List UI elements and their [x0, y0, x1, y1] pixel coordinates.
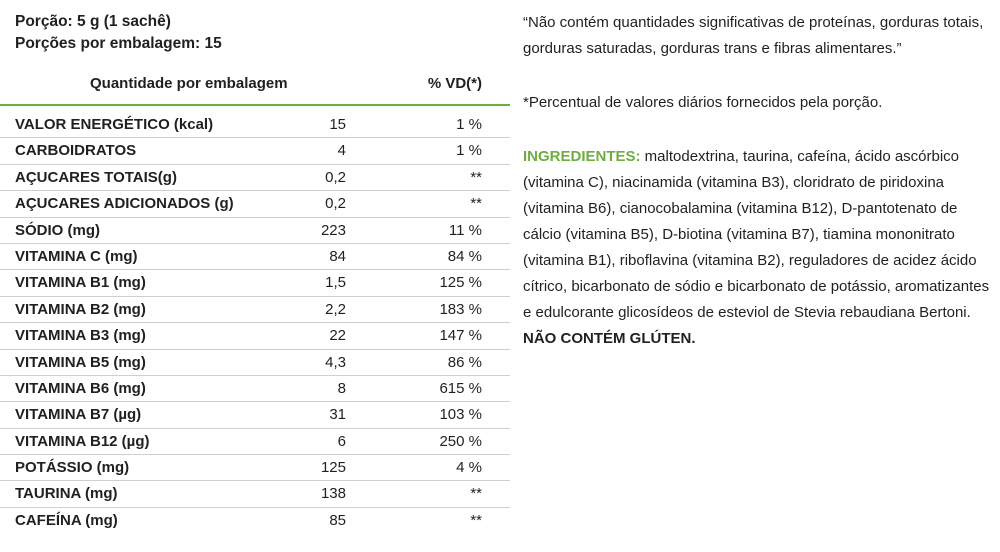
table-row [0, 191, 510, 217]
row-quantity: 84 [329, 247, 346, 265]
not-significant-note: “Não contém quantidades significativas de proteínas, gorduras totais, gorduras saturadas, gorduras trans e fibras alimentares.” [523, 14, 984, 57]
row-daily-value: 86 % [447, 353, 482, 371]
row-name: VITAMINA B2 (mg) [15, 300, 146, 318]
table-row [0, 244, 510, 270]
row-quantity: 223 [320, 221, 346, 239]
table-row [0, 165, 510, 191]
row-daily-value: 84 % [447, 247, 482, 265]
row-name: AÇUCARES TOTAIS(g) [15, 168, 177, 186]
table-row [0, 508, 510, 534]
row-name: VITAMINA C (mg) [15, 247, 138, 265]
row-name: SÓDIO (mg) [15, 221, 100, 239]
row-daily-value: 103 % [439, 406, 482, 424]
row-quantity: 138 [320, 485, 346, 503]
ingredients-title: INGREDIENTES: [523, 148, 641, 165]
row-quantity: 0,2 [325, 168, 346, 186]
table-row [0, 429, 510, 455]
table-row [0, 297, 510, 323]
gluten-free-statement: NÃO CONTÉM GLÚTEN. [523, 330, 696, 347]
row-name: VITAMINA B7 (µg) [15, 406, 142, 424]
header-quantity: Quantidade por embalagem [90, 75, 288, 92]
header-daily-value: % VD(*) [427, 75, 482, 92]
table-row [0, 270, 510, 296]
header-divider [0, 104, 510, 106]
table-row [0, 112, 510, 138]
ingredients-text: maltodextrina, taurina, cafeína, ácido ascórbico (vitamina C), niacinamida (vitamina B3), cloridrato de piridoxina (vitamina B6), cianocobalamina (vitamina B12), D-pantotenato de cálcio (vitamina B5), D-biotina (vitamina B7), tiamina mononitrato (vitamina B1), riboflavina (vitamina B2), reguladores de acidez ácido cítrico, bicarbonato de sódio e bicarbonato de potássio, aromatizantes e edulcorante glicosídeos de esteviol de Stevia rebaudiana Bertoni. [523, 148, 990, 321]
row-daily-value: 1 % [456, 116, 482, 133]
row-quantity: 15 [329, 116, 346, 133]
row-daily-value: ** [470, 511, 482, 529]
nutrition-rows [0, 112, 510, 534]
row-daily-value: 250 % [439, 432, 482, 450]
row-name: POTÁSSIO (mg) [15, 459, 130, 477]
row-name: AÇUCARES ADICIONADOS (g) [15, 195, 234, 213]
row-name: TAURINA (mg) [15, 485, 118, 503]
table-row [0, 218, 510, 244]
row-quantity: 2,2 [325, 300, 346, 318]
row-name: VALOR ENERGÉTICO (kcal) [15, 116, 214, 133]
daily-value-note: *Percentual de valores diários fornecidos pela porção. [523, 94, 883, 111]
table-row [0, 138, 510, 164]
row-quantity: 85 [329, 511, 346, 529]
row-daily-value: ** [470, 168, 482, 186]
row-name: VITAMINA B12 (µg) [15, 432, 150, 450]
row-name: VITAMINA B5 (mg) [15, 353, 146, 371]
portion-size: Porção: 5 g (1 sachê) [15, 13, 171, 30]
row-quantity: 4,3 [325, 353, 346, 371]
row-name: VITAMINA B3 (mg) [15, 327, 146, 345]
row-name: CARBOIDRATOS [15, 142, 137, 160]
row-quantity: 125 [320, 459, 346, 477]
row-daily-value: ** [470, 485, 482, 503]
ingredients-paragraph [523, 144, 993, 352]
row-quantity: 6 [337, 432, 346, 450]
table-row [0, 455, 510, 481]
row-daily-value: 147 % [439, 327, 482, 345]
row-daily-value: 183 % [439, 300, 482, 318]
table-row [0, 323, 510, 349]
row-name: VITAMINA B6 (mg) [15, 379, 146, 397]
row-quantity: 22 [329, 327, 346, 345]
row-daily-value: 615 % [439, 379, 482, 397]
row-daily-value: 4 % [456, 459, 482, 477]
row-name: CAFEÍNA (mg) [15, 511, 118, 529]
portions-per-package: Porções por embalagem: 15 [15, 35, 222, 52]
row-quantity: 4 [337, 142, 346, 160]
row-quantity: 0,2 [325, 195, 346, 213]
row-quantity: 8 [337, 379, 346, 397]
row-daily-value: 1 % [456, 142, 482, 160]
table-row [0, 481, 510, 507]
row-quantity: 31 [329, 406, 346, 424]
row-name: VITAMINA B1 (mg) [15, 274, 146, 292]
row-daily-value: ** [470, 195, 482, 213]
table-row [0, 376, 510, 402]
row-daily-value: 11 % [448, 221, 482, 239]
row-daily-value: 125 % [439, 274, 482, 292]
table-row [0, 402, 510, 428]
table-row [0, 350, 510, 376]
row-quantity: 1,5 [325, 274, 346, 292]
